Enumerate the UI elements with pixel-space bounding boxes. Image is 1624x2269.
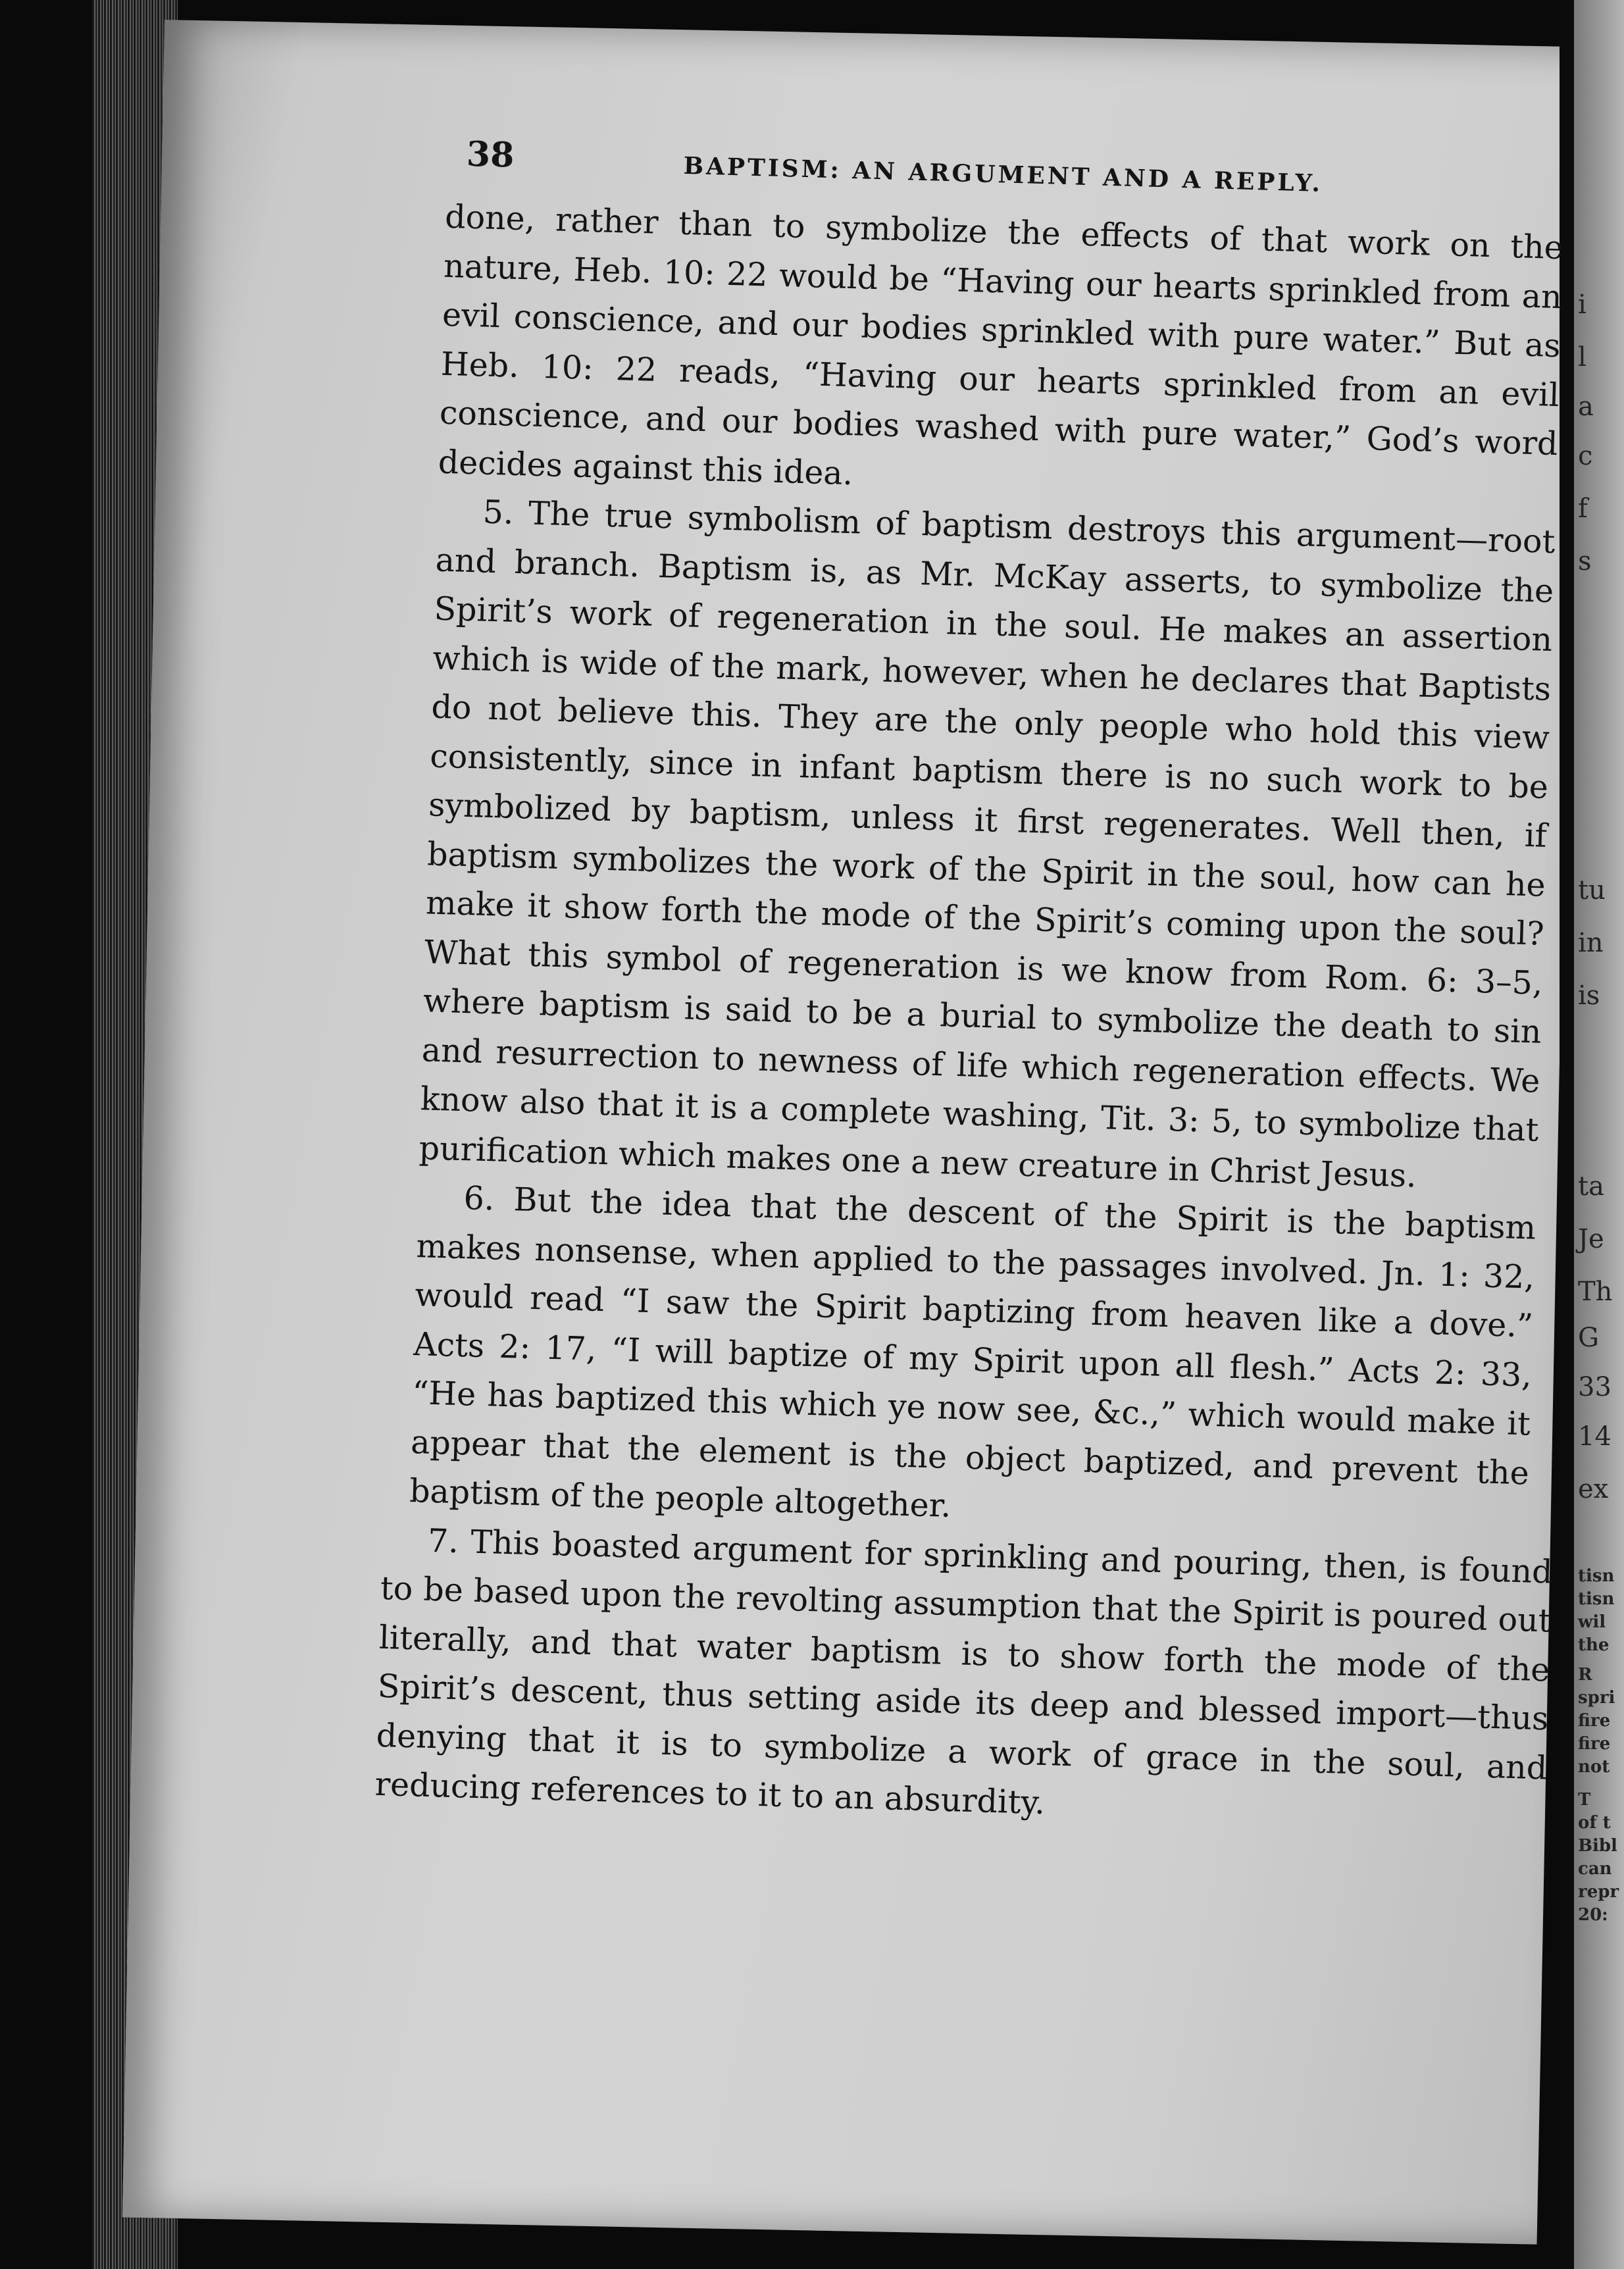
adjacent-page-fragment: tisn [1578,1589,1615,1609]
adjacent-page-fragment: the [1578,1635,1610,1655]
running-head-title: BAPTISM: AN ARGUMENT AND A REPLY. [683,151,1323,197]
adjacent-page-fragment: 33 [1578,1372,1611,1402]
adjacent-page-fragment: Th [1578,1277,1613,1307]
adjacent-page-fragment: ex [1578,1474,1609,1504]
adjacent-page [1574,0,1624,2269]
adjacent-page-fragment: i [1578,290,1586,320]
adjacent-page-fragment: repr [1578,1882,1619,1902]
adjacent-page-fragment: s [1578,546,1592,576]
paragraph-5: 5. The true symbolism of baptism destroys this argument—root and branch. Baptism is, as Mr. McKay asserts, to symbolize the Spirit’s work of regeneration in the soul. He makes an assertion which is wide of the mark, however, when he declares that Baptists do not believe this. They are the only people who hold this view consistently, since in infant baptism there is no such work to be symbolized by baptism, unless it first regenerates. Well then, if baptism symbolizes the work of the Spirit in the soul, how can he make it show forth the mode of the Spirit’s coming upon the soul? What this symbol of regeneration is we know from Rom. 6: 3–5, where baptism is said to be a burial to symbolize the death to sin and resurrection to newness of life which regeneration effects. We know also that it is a complete washing, Tit. 3: 5, to symbolize that purification which makes one a new creature in Christ Jesus. [419,493,1556,1195]
paragraph-6: 6. But the idea that the descent of the Spirit is the baptism makes nonsense, when applied to the passages involved. Jn. 1: 32, would read “I saw the Spirit baptizing from heaven like a dove.” Acts 2: 17, “I will baptize of my Spirit upon all flesh.” Acts 2: 33, “He has baptized this which ye now see, &c.,” which would make it appear that the element is the object baptized, and prevent the baptism of the people altogether. [409,1179,1536,1525]
adjacent-page-fragment: Bibl [1578,1836,1617,1856]
adjacent-page-fragment: spri [1578,1688,1615,1708]
adjacent-page-fragment: G [1578,1323,1599,1353]
adjacent-page-fragment: wil [1578,1612,1606,1632]
paragraph-7: 7. This boasted argument for sprinkling and pouring, then, is found to be based upon the revolting assumption that the Spirit is poured out literally, and that water baptism is to show forth the mode of the Spirit’s descent, thus setting aside its deep and blessed import—thus denying that it is to symbolize a work of grace in the soul, and reducing references to it to an absurdity. [374,1521,1554,1822]
adjacent-page-fragment: can [1578,1859,1612,1879]
adjacent-page-fragment: of t [1578,1813,1611,1833]
adjacent-page-fragment: Je [1578,1224,1604,1254]
adjacent-page-fragment: not [1578,1757,1610,1777]
page-text-block [216,128,1572,1841]
adjacent-page-fragment: is [1578,981,1600,1011]
adjacent-page-fragment: in [1578,928,1604,958]
adjacent-page-fragment: 14 [1578,1421,1611,1452]
adjacent-page-fragment: fire [1578,1734,1611,1754]
adjacent-page-fragment: tisn [1578,1566,1615,1586]
page-number: 38 [466,134,515,176]
adjacent-page-fragment: R [1578,1665,1592,1685]
paragraph-continued: done, rather than to symbolize the effects of that work on the nature, Heb. 10: 22 would be “Having our hearts sprinkled from an evil conscience, and our bodies sprinkled with pure water.” But as Heb. 10: 22 reads, “Having our hearts sprinkled from an evil conscience, and our bodies washed with pure water,” God’s word decides against this idea. [438,197,1564,492]
adjacent-page-fragment: l [1578,342,1586,372]
body-text [216,188,1564,1841]
adjacent-page-fragment: tu [1578,875,1606,905]
adjacent-page-fragment: T [1578,1790,1591,1810]
adjacent-page-fragment: c [1578,441,1593,471]
adjacent-page-fragment: f [1578,494,1588,524]
adjacent-page-fragment: 20: [1578,1905,1608,1925]
adjacent-page-fragment: fire [1578,1711,1611,1731]
adjacent-page-fragment: a [1578,392,1594,422]
adjacent-page-fragment: ta [1578,1171,1604,1202]
